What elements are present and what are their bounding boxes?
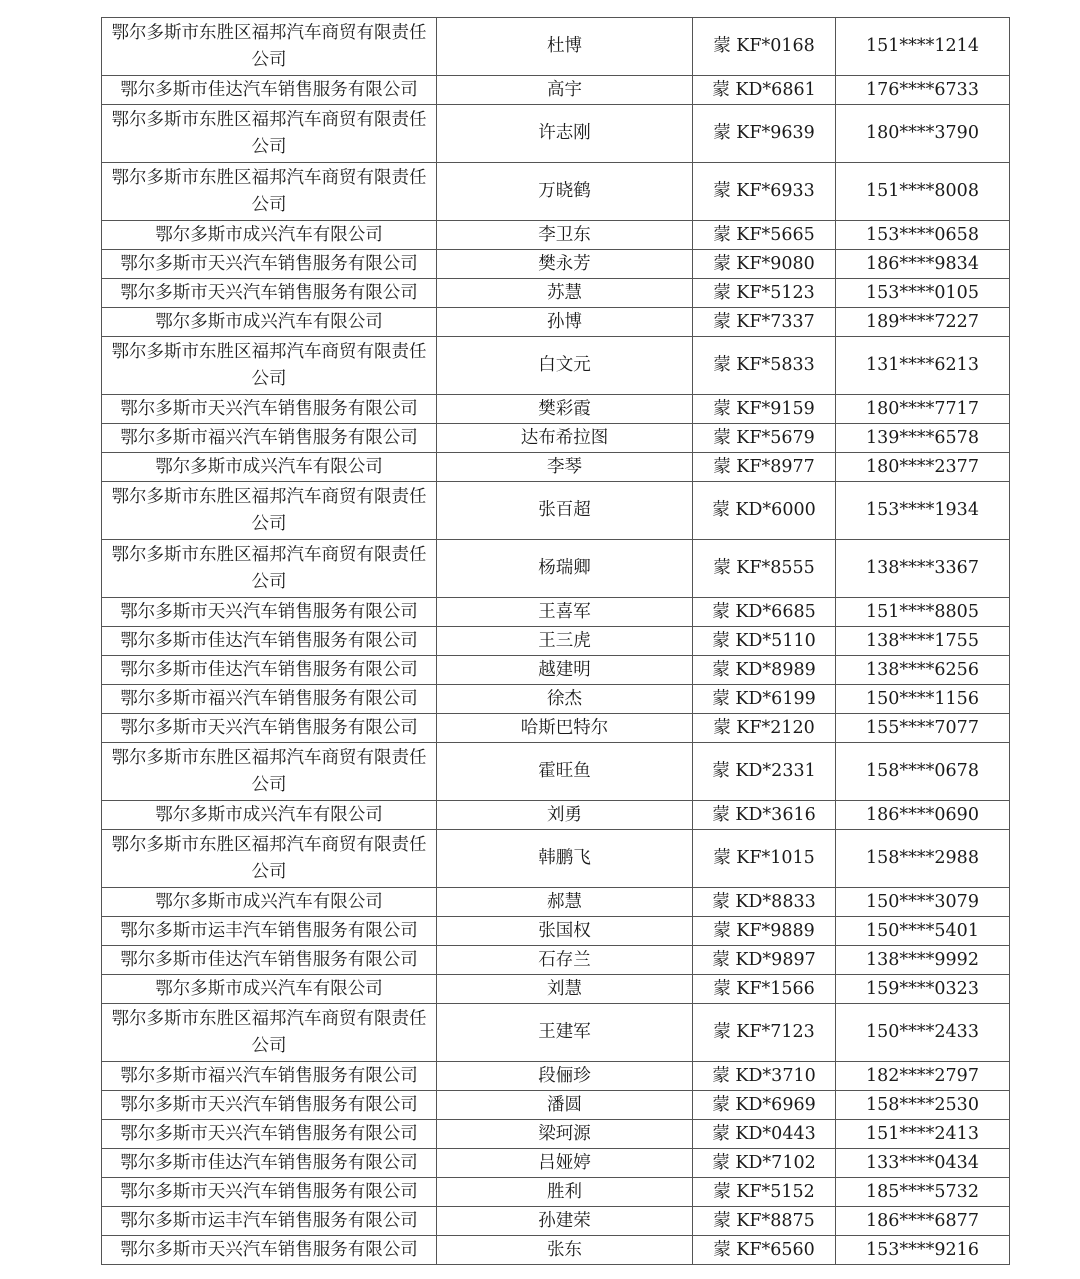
company-cell: 鄂尔多斯市东胜区福邦汽车商贸有限责任公司 [102,337,437,395]
phone-cell: 133****0434 [836,1149,1010,1178]
name-cell: 高宇 [437,76,693,105]
name-cell: 梁珂源 [437,1120,693,1149]
plate-cell: 蒙 KD*6199 [693,685,836,714]
company-cell: 鄂尔多斯市东胜区福邦汽车商贸有限责任公司 [102,105,437,163]
table-row [102,830,1010,888]
plate-cell: 蒙 KD*6969 [693,1091,836,1120]
table-row [102,1091,1010,1120]
phone-cell: 158****0678 [836,743,1010,801]
table-row [102,424,1010,453]
company-cell: 鄂尔多斯市福兴汽车销售服务有限公司 [102,424,437,453]
table-row [102,18,1010,76]
plate-cell: 蒙 KF*8977 [693,453,836,482]
company-cell: 鄂尔多斯市天兴汽车销售服务有限公司 [102,1120,437,1149]
phone-cell: 185****5732 [836,1178,1010,1207]
phone-cell: 158****2530 [836,1091,1010,1120]
company-cell: 鄂尔多斯市天兴汽车销售服务有限公司 [102,1236,437,1265]
company-cell: 鄂尔多斯市天兴汽车销售服务有限公司 [102,714,437,743]
phone-cell: 150****5401 [836,917,1010,946]
name-cell: 杨瑞卿 [437,540,693,598]
table-row [102,1178,1010,1207]
table-row [102,1207,1010,1236]
table-row [102,163,1010,221]
table-row [102,308,1010,337]
plate-cell: 蒙 KF*1015 [693,830,836,888]
table-row [102,917,1010,946]
table-row [102,656,1010,685]
phone-cell: 180****7717 [836,395,1010,424]
company-cell: 鄂尔多斯市佳达汽车销售服务有限公司 [102,627,437,656]
company-cell: 鄂尔多斯市东胜区福邦汽车商贸有限责任公司 [102,1004,437,1062]
phone-cell: 138****6256 [836,656,1010,685]
name-cell: 刘勇 [437,801,693,830]
company-cell: 鄂尔多斯市成兴汽车有限公司 [102,308,437,337]
name-cell: 白文元 [437,337,693,395]
plate-cell: 蒙 KF*9080 [693,250,836,279]
table-body [102,18,1010,1265]
name-cell: 哈斯巴特尔 [437,714,693,743]
company-cell: 鄂尔多斯市东胜区福邦汽车商贸有限责任公司 [102,743,437,801]
plate-cell: 蒙 KD*8833 [693,888,836,917]
plate-cell: 蒙 KF*5123 [693,279,836,308]
phone-cell: 182****2797 [836,1062,1010,1091]
table-row [102,482,1010,540]
name-cell: 张东 [437,1236,693,1265]
table-row [102,540,1010,598]
company-cell: 鄂尔多斯市天兴汽车销售服务有限公司 [102,598,437,627]
plate-cell: 蒙 KF*0168 [693,18,836,76]
table-row [102,1062,1010,1091]
plate-cell: 蒙 KF*2120 [693,714,836,743]
phone-cell: 151****8805 [836,598,1010,627]
company-cell: 鄂尔多斯市天兴汽车销售服务有限公司 [102,1178,437,1207]
company-cell: 鄂尔多斯市东胜区福邦汽车商贸有限责任公司 [102,18,437,76]
name-cell: 张百超 [437,482,693,540]
name-cell: 孙建荣 [437,1207,693,1236]
company-cell: 鄂尔多斯市成兴汽车有限公司 [102,801,437,830]
name-cell: 万晓鹤 [437,163,693,221]
plate-cell: 蒙 KD*9897 [693,946,836,975]
name-cell: 许志刚 [437,105,693,163]
name-cell: 李卫东 [437,221,693,250]
name-cell: 达布希拉图 [437,424,693,453]
phone-cell: 186****9834 [836,250,1010,279]
plate-cell: 蒙 KD*5110 [693,627,836,656]
company-cell: 鄂尔多斯市天兴汽车销售服务有限公司 [102,279,437,308]
plate-cell: 蒙 KF*7123 [693,1004,836,1062]
phone-cell: 139****6578 [836,424,1010,453]
plate-cell: 蒙 KD*6685 [693,598,836,627]
name-cell: 张国权 [437,917,693,946]
name-cell: 石存兰 [437,946,693,975]
plate-cell: 蒙 KD*0443 [693,1120,836,1149]
plate-cell: 蒙 KD*3616 [693,801,836,830]
table-row [102,221,1010,250]
plate-cell: 蒙 KF*7337 [693,308,836,337]
name-cell: 段俪珍 [437,1062,693,1091]
company-cell: 鄂尔多斯市运丰汽车销售服务有限公司 [102,917,437,946]
plate-cell: 蒙 KF*5679 [693,424,836,453]
table-row [102,743,1010,801]
table-row [102,627,1010,656]
table-row [102,279,1010,308]
plate-cell: 蒙 KF*9159 [693,395,836,424]
plate-cell: 蒙 KF*8555 [693,540,836,598]
phone-cell: 150****2433 [836,1004,1010,1062]
name-cell: 樊永芳 [437,250,693,279]
table-row [102,105,1010,163]
phone-cell: 138****3367 [836,540,1010,598]
phone-cell: 138****1755 [836,627,1010,656]
plate-cell: 蒙 KF*5833 [693,337,836,395]
table-row [102,1004,1010,1062]
table-row [102,975,1010,1004]
plate-cell: 蒙 KF*8875 [693,1207,836,1236]
company-cell: 鄂尔多斯市东胜区福邦汽车商贸有限责任公司 [102,830,437,888]
name-cell: 越建明 [437,656,693,685]
company-cell: 鄂尔多斯市佳达汽车销售服务有限公司 [102,946,437,975]
table-row [102,337,1010,395]
company-cell: 鄂尔多斯市天兴汽车销售服务有限公司 [102,250,437,279]
table-row [102,250,1010,279]
table-row [102,801,1010,830]
plate-cell: 蒙 KD*7102 [693,1149,836,1178]
company-cell: 鄂尔多斯市佳达汽车销售服务有限公司 [102,656,437,685]
plate-cell: 蒙 KF*9639 [693,105,836,163]
table-row [102,76,1010,105]
name-cell: 潘圆 [437,1091,693,1120]
plate-cell: 蒙 KF*9889 [693,917,836,946]
phone-cell: 150****1156 [836,685,1010,714]
name-cell: 李琴 [437,453,693,482]
table-row [102,395,1010,424]
phone-cell: 180****3790 [836,105,1010,163]
name-cell: 王三虎 [437,627,693,656]
name-cell: 徐杰 [437,685,693,714]
name-cell: 韩鹏飞 [437,830,693,888]
table-row [102,946,1010,975]
phone-cell: 151****8008 [836,163,1010,221]
plate-cell: 蒙 KD*8989 [693,656,836,685]
table-row [102,1149,1010,1178]
phone-cell: 153****9216 [836,1236,1010,1265]
company-cell: 鄂尔多斯市福兴汽车销售服务有限公司 [102,685,437,714]
table-row [102,714,1010,743]
company-cell: 鄂尔多斯市成兴汽车有限公司 [102,453,437,482]
phone-cell: 138****9992 [836,946,1010,975]
company-cell: 鄂尔多斯市成兴汽车有限公司 [102,975,437,1004]
company-cell: 鄂尔多斯市成兴汽车有限公司 [102,888,437,917]
phone-cell: 158****2988 [836,830,1010,888]
company-cell: 鄂尔多斯市东胜区福邦汽车商贸有限责任公司 [102,482,437,540]
name-cell: 王喜军 [437,598,693,627]
phone-cell: 153****1934 [836,482,1010,540]
plate-cell: 蒙 KF*6560 [693,1236,836,1265]
phone-cell: 153****0658 [836,221,1010,250]
phone-cell: 186****6877 [836,1207,1010,1236]
phone-cell: 159****0323 [836,975,1010,1004]
phone-cell: 176****6733 [836,76,1010,105]
name-cell: 吕娅婷 [437,1149,693,1178]
company-cell: 鄂尔多斯市东胜区福邦汽车商贸有限责任公司 [102,540,437,598]
phone-cell: 151****2413 [836,1120,1010,1149]
company-cell: 鄂尔多斯市东胜区福邦汽车商贸有限责任公司 [102,163,437,221]
table-row [102,1120,1010,1149]
company-cell: 鄂尔多斯市佳达汽车销售服务有限公司 [102,76,437,105]
phone-cell: 155****7077 [836,714,1010,743]
plate-cell: 蒙 KF*5152 [693,1178,836,1207]
table-row [102,1236,1010,1265]
phone-cell: 189****7227 [836,308,1010,337]
name-cell: 樊彩霞 [437,395,693,424]
company-cell: 鄂尔多斯市天兴汽车销售服务有限公司 [102,1091,437,1120]
company-cell: 鄂尔多斯市福兴汽车销售服务有限公司 [102,1062,437,1091]
name-cell: 苏慧 [437,279,693,308]
company-cell: 鄂尔多斯市天兴汽车销售服务有限公司 [102,395,437,424]
company-cell: 鄂尔多斯市佳达汽车销售服务有限公司 [102,1149,437,1178]
plate-cell: 蒙 KD*6000 [693,482,836,540]
plate-cell: 蒙 KF*6933 [693,163,836,221]
phone-cell: 153****0105 [836,279,1010,308]
phone-cell: 151****1214 [836,18,1010,76]
name-cell: 杜博 [437,18,693,76]
name-cell: 霍旺鱼 [437,743,693,801]
plate-cell: 蒙 KF*5665 [693,221,836,250]
plate-cell: 蒙 KF*1566 [693,975,836,1004]
plate-cell: 蒙 KD*3710 [693,1062,836,1091]
table-row [102,888,1010,917]
name-cell: 孙博 [437,308,693,337]
name-cell: 胜利 [437,1178,693,1207]
table-row [102,685,1010,714]
plate-cell: 蒙 KD*2331 [693,743,836,801]
name-cell: 郝慧 [437,888,693,917]
name-cell: 王建军 [437,1004,693,1062]
registration-table [101,17,1010,1265]
company-cell: 鄂尔多斯市成兴汽车有限公司 [102,221,437,250]
phone-cell: 150****3079 [836,888,1010,917]
company-cell: 鄂尔多斯市运丰汽车销售服务有限公司 [102,1207,437,1236]
phone-cell: 186****0690 [836,801,1010,830]
name-cell: 刘慧 [437,975,693,1004]
table-row [102,453,1010,482]
table-row [102,598,1010,627]
plate-cell: 蒙 KD*6861 [693,76,836,105]
phone-cell: 180****2377 [836,453,1010,482]
phone-cell: 131****6213 [836,337,1010,395]
